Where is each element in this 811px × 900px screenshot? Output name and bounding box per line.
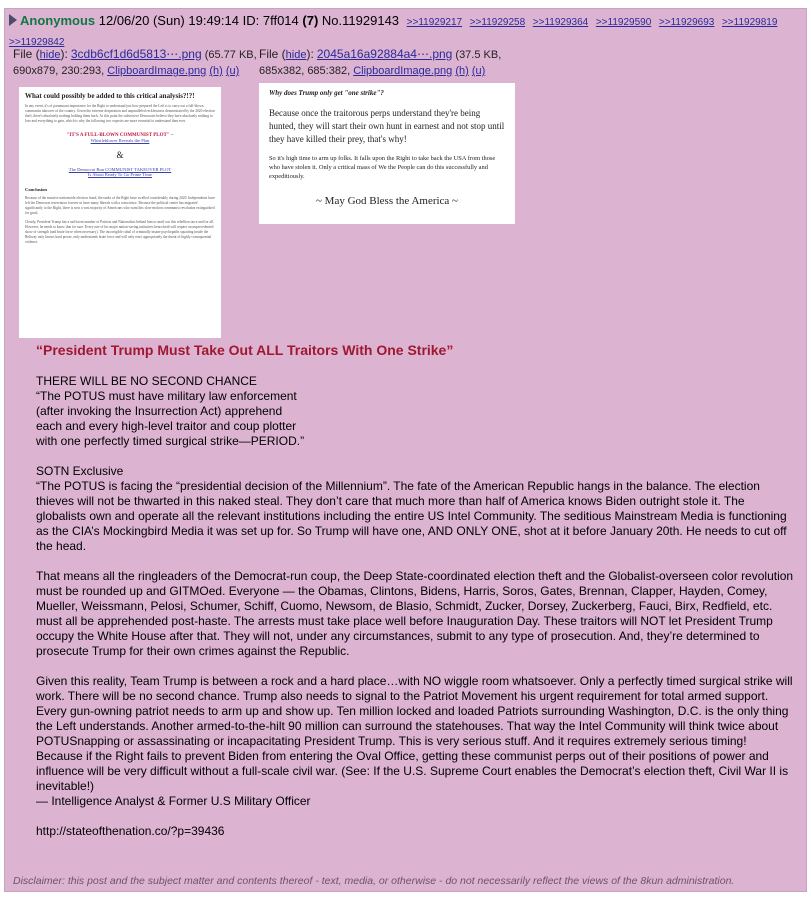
thumb-title: Why does Trump only get "one strike"? (269, 89, 384, 97)
board-disclaimer: Disclaimer: this post and the subject matter and contents thereof - text, media, or otherwise - do not necessarily reflect the views of the 8kun administration. (13, 875, 735, 887)
thumb-body-text: Because once the traitorous perps understand they're being hunted, they will start their own hunt in earnest and not stop until they have killed their prey, that's why! (269, 108, 505, 144)
backlink[interactable]: >>11929693 (658, 17, 715, 28)
backlink[interactable]: >>11929590 (595, 17, 652, 28)
thumb-intro-text: In any event, it's of paramount importance for the Right to understand just how prepared the Left is to carry out a full-blown communist takeover of the country. Given the extreme desperation and unparalleled recklessness demonstrated by the 2020 election theft, there's absolutely nothing holding them back. At this point the subversive Democrats believe they have absolutely nothing to lose and everything to gain, which is why the following two exposés are more essential to understand than ever. (25, 104, 215, 123)
hide-file-link[interactable]: hide (285, 49, 307, 61)
attached-image-thumbnail-2[interactable] (259, 83, 515, 224)
file-original-name-link[interactable]: ClipboardImage.png (353, 65, 453, 77)
thumb-link-blue: Is About Ready To Go Prime Time (88, 172, 152, 177)
thumb-link-red: "IT'S A FULL-BLOWN COMMUNIST PLOT" – (66, 133, 174, 138)
hide-file-link[interactable]: hide (39, 49, 61, 61)
file-h-link[interactable]: (h) (209, 65, 223, 77)
thumb-title: What could possibly be added to this critical analysis?!?! (25, 92, 195, 100)
post-menu-arrow-icon[interactable] (9, 14, 17, 26)
thumb-link-blue: The Democrat Run COMMUNIST TAKEOVER PLOT (68, 167, 172, 172)
thumb-body-text: So it's high time to arm up folks. It falls upon the Right to take back the USA from those who have stolen it. Only a critical mass of We the People can do this successfully and expeditiously. (269, 155, 496, 180)
thumb-conclusion-text: Because of the massive nationwide election fraud, the ranks of the Right have swelled considerably during 2020. Independents have left the Democrat reservation forever as have many liberals with a conscience. Because the political center has migrated significantly to the Right, there is now a vast majority of Americans who want this slow-motion communist revolution extinguished for good. (25, 196, 216, 215)
poster-id[interactable]: 7ff014 (262, 13, 299, 28)
post-container (4, 8, 807, 892)
poster-name: Anonymous (20, 13, 96, 28)
file-meta: (37.5 KB, 685x382, 685:382, (259, 49, 502, 77)
backlink[interactable]: >>11929364 (532, 17, 589, 28)
post-paragraph: Given this reality, Team Trump is between a rock and a hard place…with NO wiggle room whatsoever. Only a perfectly timed surgical strike will work. There will be no second chance. Trump also needs to signal to the Patriot Movement his urgent requirement for total armed support. Every gun-owning patriot needs to arm up and show up. Ten million locked and loaded Patriots surrounding Washington, D.C. is the only thing the Left understands. Another armed-to-the-hilt 90 million can surround the statehouses. That way the Intel Community will think twice about POTUSnapping or assassinating or incapacitating President Trump. This is very serious stuff. And it requires extremely serious timing! Because if the Right fails to prevent Biden from entering the Oval Office, getting these communist perps out of their positions of power and influence will be very difficult without a full-scale civil war. (See: If the U.S. Supreme Court enables the Democrat’s election theft, Civil War II is inevitable!) (36, 674, 793, 793)
file-name-link[interactable]: 2045a16a92884a4⋯.png (316, 47, 453, 61)
file-u-link[interactable]: (u) (225, 65, 240, 77)
backlink[interactable]: >>11929258 (469, 17, 526, 28)
attached-image-thumbnail-1[interactable] (19, 87, 221, 338)
post-paragraph: SOTN Exclusive “The POTUS is facing the “presidential decision of the Millennium”. The fate of the American Republic hangs in the balance. The election thieves will not be thwarted in this naked steal. They don’t care that much more than half of America knows Biden outright stole it. The globalists own and operate all the relevant institutions including the entire US Intel Community. The seditious Mainstream Media is functioning as the CIA’s Mockingbird Media it was set up for. So Trump will have one, AND ONLY ONE, shot at it before January 20th. He needs to cut off the head. (36, 464, 787, 553)
post-source-url: http://stateofthenation.co/?p=39436 (36, 824, 225, 838)
file-u-link[interactable]: (u) (471, 65, 486, 77)
thumb-ampersand: & (116, 150, 124, 160)
post-number[interactable]: No.11929143 (321, 13, 400, 28)
file-meta: (65.77 KB, 690x879, 230:293, (13, 49, 257, 77)
thumb-conclusion-heading: Conclusion (25, 187, 47, 192)
thumb-link-blue: Whistleblower Reveals the Plan (90, 138, 150, 143)
post-paragraph: THERE WILL BE NO SECOND CHANCE “The POTUS must have military law enforcement (after invoking the Insurrection Act) apprehend each and every high-level traitor and coup plotter with one perfectly timed surgical strike—PERIOD.” (36, 374, 305, 448)
post-datetime: 12/06/20 (Sun) 19:49:14 (98, 13, 239, 28)
post-paragraph: That means all the ringleaders of the Democrat-run coup, the Deep State-coordinated election theft and the Globalist-overseen color revolution must be rounded up and GITMOed. Everyone — the Obamas, Clintons, Bidens, Harris, Soros, Gates, Brennan, Clapper, Hayden, Comey, Mueller, Weissmann, Pelosi, Schumer, Schiff, Cuomo, Newsom, de Blasio, Schmidt, Zucker, Dorsey, Zuckerberg, Fauci, Birx, Redfield, etc. must all be apprehended post-haste. The arrests must take place well before Inauguration Day. These traitors will NOT let President Trump occupy the White House after that. They will not, under any circumstances, submit to any type of prosecution. And, they’re determined to prosecute Trump for their own crimes against the Republic. (36, 569, 794, 658)
file-original-name-link[interactable]: ClipboardImage.png (107, 65, 207, 77)
poster-id-label: ID: (242, 13, 260, 28)
post-body (36, 341, 796, 839)
backlink[interactable]: >>11929842 (9, 37, 65, 48)
file-name-link[interactable]: 3cdb6cf1d6d5813⋯.png (70, 47, 202, 61)
thumb-closing: ~ May God Bless the America ~ (315, 195, 459, 207)
post-attribution: — Intelligence Analyst & Former U.S Military Officer (36, 794, 311, 808)
file-info-2: File (hide): 2045a16a92884a4⋯.png (37.5 KB, 685x382, 685:382, ClipboardImage.png (h) (u) (259, 47, 502, 77)
file-h-link[interactable]: (h) (455, 65, 469, 77)
file-info-1: File (hide): 3cdb6cf1d6d5813⋯.png (65.77 KB, 690x879, 230:293, ClipboardImage.png (h) (u) (13, 47, 257, 77)
backlink[interactable]: >>11929819 (721, 17, 778, 28)
thumb-conclusion-text: Clearly, President Trump has a sufficient number of Patriots and Nationalists behind him to snuff out this rebellion once and for all. However, he needs to know that for sure. Every one of his major nation-saving initiatives henceforth will require an unprecedented show of strength (and brute force when necessary). The incorrigible cabal of criminally insane psychopaths squatting inside the Beltway only knows hard power, only understands brute force and will only react appropriately the threat of highly consequential violence. (25, 220, 214, 244)
reply-count: (7) (302, 13, 319, 28)
backlink[interactable]: >>11929217 (406, 17, 463, 28)
post-heading: “President Trump Must Take Out ALL Traitors With One Strike” (36, 342, 454, 358)
